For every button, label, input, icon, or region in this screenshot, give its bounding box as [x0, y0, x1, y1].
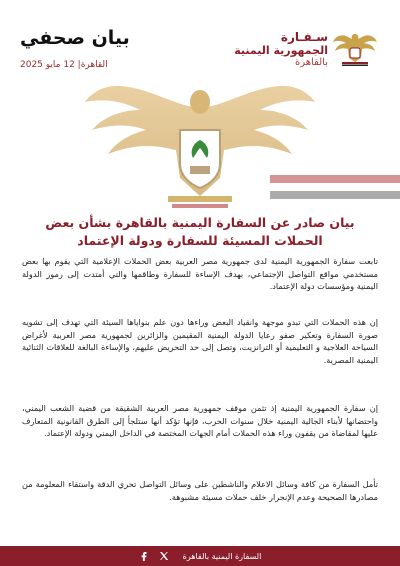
paragraph-2: إن هذه الحملات التي تبدو موجهة وانقياد البعض وراءها دون علم بنواياها السيئة التي تهدف إلى تشويه صورة السفارة وتعكير صفو رعايا الدولة اليمنية المقيمين والزائرين لجمهورية مصر العربية لأغراض السياحة العلاجية و التعليمية أو الترانزيت، وتصل إلى حد التحريض عليهم، والإساءة البالغة للعلاقات الثنائية اليمنية المصرية.	[22, 317, 378, 366]
embassy-eagle-logo-icon	[332, 28, 378, 68]
x-icon[interactable]	[159, 551, 169, 561]
facebook-icon[interactable]	[139, 551, 149, 561]
paragraph-3: إن سفارة الجمهورية اليمنية إذ تثمن موقف جمهورية مصر العربية الشقيقة من قضية الشعب اليمني، واحتضانها لأبناء الجالية اليمنية خلال سنوات الحرب، فإنها تؤكد أنها ستلجأ إلى الطرق القانونية المتعارف عليها لمقاضاة من يقفون وراء هذه الحملات أمام الجهات المختصة في الداخل اليمني ودولة الإعتماد.	[22, 403, 378, 439]
embassy-name	[234, 31, 328, 69]
document-date: القاهرة| 12 مايو 2025	[20, 60, 108, 70]
document-title: بيان صحفي	[20, 27, 130, 49]
paragraph-1: تابعت سفارة الجمهورية اليمنية لدى جمهورية مصر العربية بعض الحملات الإعلامية التي يقوم بها بعض مستخدمي مواقع التواصل الإجتماعي، بهدف الإساءة للسفارة وطاقمها والتي أمتدت إلى رموز الدولة اليمنية ومؤسسات دولة الإعتماد.	[22, 256, 378, 292]
embassy-name-line2: الجمهورية اليمنية	[234, 43, 328, 57]
footer-bar	[0, 546, 400, 566]
footer-handle: السفارة اليمنية بالقاهرة	[182, 551, 262, 561]
statement-headline: بيان صادر عن السفارة اليمنية بالقاهرة بشأن بعض الحملات المسيئة للسفارة ودولة الإعتماد	[45, 215, 355, 249]
embassy-name-line3: بالقاهرة	[294, 57, 328, 69]
paragraph-4: تأمل السفارة من كافة وسائل الاعلام والناشطين على وسائل التواصل تحري الدقة واستقاء المعلومة من مصادرها الصحيحة وعدم الإنجرار خلف حملات مسيئة مشبوهة.	[22, 479, 378, 502]
yemen-eagle-emblem-icon	[80, 78, 320, 213]
embassy-name-line1: سـفـارة	[280, 30, 328, 44]
